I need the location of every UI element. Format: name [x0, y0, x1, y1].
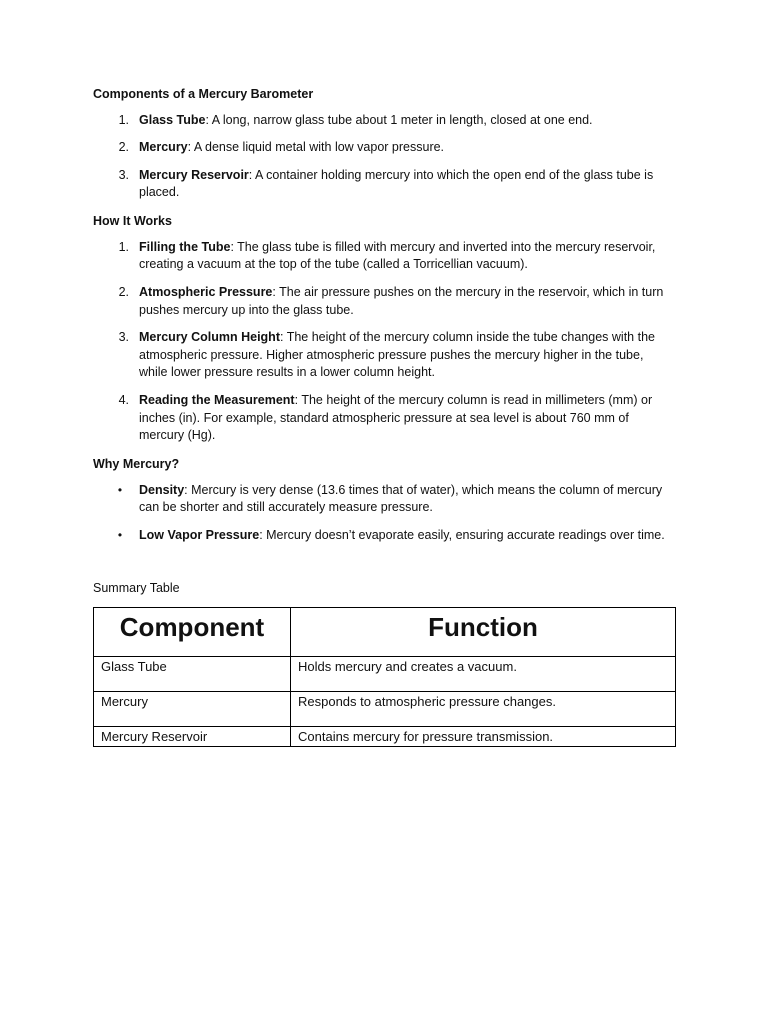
item-text: : A long, narrow glass tube about 1 meter in length, closed at one end.: [205, 113, 593, 127]
components-list: [93, 112, 675, 202]
how-it-works-list: [93, 239, 675, 445]
list-item: [93, 112, 675, 130]
table-header-cell: Component: [94, 608, 291, 657]
table-cell: Mercury: [94, 692, 291, 727]
item-term: Filling the Tube: [139, 239, 231, 254]
item-number: 3.: [118, 167, 129, 182]
table-cell: Mercury Reservoir: [94, 727, 291, 747]
list-item: [93, 139, 675, 157]
table-header-row: [94, 608, 676, 657]
components-heading: Components of a Mercury Barometer: [93, 87, 314, 101]
table-header-cell: Function: [291, 608, 676, 657]
summary-table: [93, 607, 676, 747]
item-number: 1.: [118, 239, 129, 254]
item-text: : Mercury is very dense (13.6 times that of water), which means the column of mercury can be shorter and still accurately measure pressure.: [139, 482, 663, 515]
item-number: 2.: [118, 140, 129, 155]
item-number: 4.: [118, 392, 129, 407]
item-text: : The height of the mercury column is read in millimeters (mm) or inches (in). For example, standard atmospheric pressure at sea level is about 760 mm of mercury (Hg).: [139, 392, 653, 443]
why-mercury-list: [93, 482, 675, 545]
table-cell: Glass Tube: [94, 657, 291, 692]
item-term: Glass Tube: [139, 113, 206, 127]
item-term: Atmospheric Pressure: [139, 284, 273, 299]
item-term: Reading the Measurement: [139, 392, 295, 407]
how-it-works-heading: How It Works: [93, 213, 172, 228]
table-row: [94, 692, 676, 727]
table-cell: Contains mercury for pressure transmission.: [291, 727, 676, 747]
why-mercury-heading: Why Mercury?: [93, 456, 180, 471]
spacer: [93, 554, 675, 579]
list-item: [93, 239, 675, 275]
table-cell: Holds mercury and creates a vacuum.: [291, 657, 676, 692]
list-item: [93, 392, 675, 445]
item-text: : The height of the mercury column inside the tube changes with the atmospheric pressure. Higher atmospheric pressure pushes the mercury higher in the tube, while lower pressure results in a lower column height.: [139, 329, 655, 380]
list-item: [93, 167, 675, 203]
bullet-icon: •: [117, 527, 123, 542]
table-cell: Responds to atmospheric pressure changes.: [291, 692, 676, 727]
item-text: : A container holding mercury into which the open end of the glass tube is placed.: [139, 167, 654, 200]
table-row: [94, 727, 676, 747]
item-term: Mercury Column Height: [139, 329, 280, 344]
item-text: : The glass tube is filled with mercury and inverted into the mercury reservoir, creating a vacuum at the top of the tube (called a Torricellian vacuum).: [139, 239, 656, 272]
list-item: [93, 284, 675, 320]
item-term: Mercury: [139, 140, 188, 155]
item-text: : Mercury doesn’t evaporate easily, ensuring accurate readings over time.: [259, 527, 665, 542]
list-item: [93, 329, 675, 382]
item-text: : The air pressure pushes on the mercury in the reservoir, which in turn pushes mercury up into the glass tube.: [139, 284, 664, 317]
item-term: Mercury Reservoir: [139, 167, 249, 182]
item-term: Density: [139, 482, 185, 497]
item-term: Low Vapor Pressure: [139, 527, 260, 542]
item-number: 3.: [118, 329, 129, 344]
list-item: [93, 527, 675, 545]
document-page: [93, 85, 675, 747]
item-text: : A dense liquid metal with low vapor pressure.: [187, 140, 445, 155]
table-caption: Summary Table: [93, 581, 180, 596]
list-item: [93, 482, 675, 518]
table-row: [94, 657, 676, 692]
item-number: 2.: [118, 284, 129, 299]
item-number: 1.: [118, 113, 129, 127]
bullet-icon: •: [117, 482, 123, 497]
